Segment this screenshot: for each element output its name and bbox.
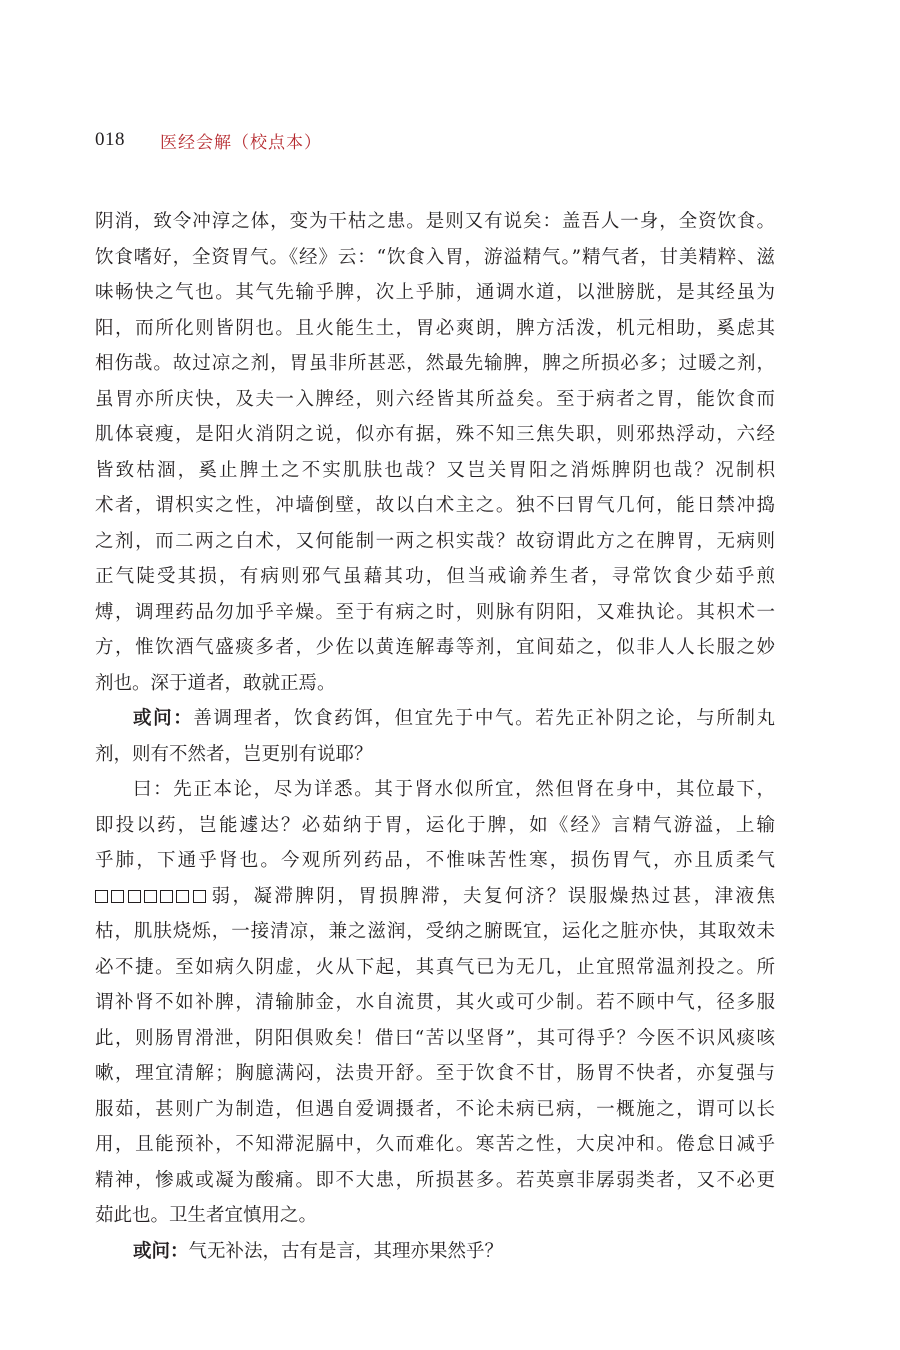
text-line: 正气陡受其损，有病则邪气虽藉其功，但当戒谕养生者，寻常饮食少茹乎煎 — [95, 566, 775, 587]
missing-char-box — [144, 890, 157, 903]
text-line: 虽胃亦所庆快，及夫一入脾经，则六经皆其所益矣。至于病者之胃，能饮食而 — [95, 388, 775, 410]
text-line: 剂，则有不然者，岂更别有说耶？ — [95, 743, 373, 765]
missing-char-box — [193, 890, 206, 903]
text-line: 谓补肾不如补脾，清输肺金，水自流贯，其火或可少制。若不顾中气，径多服 — [95, 992, 775, 1013]
paragraph-answer — [95, 772, 775, 1234]
book-title: 医经会解（校点本） — [160, 132, 322, 153]
line-text: 弱，凝滞脾阴，胃损脾滞，夫复何济？误服燥热过甚，津液焦 — [209, 885, 775, 907]
paragraph-question — [95, 1234, 775, 1270]
text-line: 味畅快之气也。其气先输乎脾，次上乎肺，通调水道，以泄膀胱，是其经虽为 — [95, 282, 775, 303]
page-number: 018 — [95, 129, 125, 150]
text-line — [95, 1234, 775, 1270]
missing-char-box — [176, 890, 189, 903]
question-label: 或问： — [133, 708, 194, 729]
text-line: 精神，惨戚或凝为酸痛。即不大患，所损甚多。若英禀非孱弱类者，又不必更 — [95, 1169, 775, 1191]
text-line: 方，惟饮酒气盛痰多者，少佐以黄连解毒等剂，宜间茹之，似非人人长服之妙 — [95, 637, 775, 658]
text-line: 煿，调理药品勿加乎辛燥。至于有病之时，则脉有阴阳，又难执论。其枳术一 — [95, 601, 775, 623]
text-line — [95, 879, 775, 915]
body-text — [95, 204, 775, 1269]
text-line: 术者，谓枳实之性，冲墙倒壁，故以白术主之。独不曰胃气几何，能日禁冲捣 — [95, 495, 775, 516]
running-header — [95, 126, 322, 154]
text-line: 饮食嗜好，全资胃气。《经》云：“饮食入胃，游溢精气。”精气者，甘美精粹、滋 — [95, 246, 775, 268]
text-line: 阳，而所化则皆阴也。且火能生土，胃必爽朗，脾方活泼，机元相助，奚虑其 — [95, 317, 775, 339]
text-line: 肌体衰瘦，是阳火消阴之说，似亦有据，殊不知三焦失职，则邪热浮动，六经 — [95, 424, 775, 445]
text-line: 相伤哉。故过凉之剂，胃虽非所甚恶，然最先输脾，脾之所损必多；过暖之剂， — [95, 353, 775, 374]
text-line — [95, 701, 775, 737]
text-line: 茹此也。卫生者宜慎用之。 — [95, 1205, 318, 1226]
text-line: 用，且能预补，不知滞泥膈中，久而难化。寒苦之性，大戾冲和。倦怠日减乎 — [95, 1134, 775, 1155]
question-label: 或问： — [133, 1240, 189, 1262]
text-line: 之剂，而二两之白术，又何能制一两之枳实哉？故窃谓此方之在脾胃，无病则 — [95, 530, 775, 552]
text-line: 必不捷。至如病久阴虚，火从下起，其真气已为无几，止宜照常温剂投之。所 — [95, 956, 775, 978]
text-line: 即投以药，岂能遽达？必茹纳于胃，运化于脾，如《经》言精气游溢，上输 — [95, 814, 775, 836]
text-line: 嗽，理宜清解；胸臆满闷，法贵开舒。至于饮食不甘，肠胃不快者，亦复强与 — [95, 1063, 775, 1084]
text-line: 剂也。深于道者，敢就正焉。 — [95, 672, 336, 694]
paragraph-continuation — [95, 204, 775, 701]
paragraph-question — [95, 701, 775, 772]
missing-char-box — [95, 890, 108, 903]
question-text: 气无补法，古有是言，其理亦果然乎？ — [188, 1240, 504, 1262]
missing-char-box — [111, 890, 124, 903]
missing-characters — [95, 886, 209, 907]
text-line: 皆致枯涸，奚止脾土之不实肌肤也哉？又岂关胃阳之消烁脾阴也哉？况制枳 — [95, 459, 775, 481]
text-line: 乎肺，下通乎肾也。今观所列药品，不惟味苦性寒，损伤胃气，亦且质柔气 — [95, 850, 775, 871]
text-line: 服茹，甚则广为制造，但遇自爱调摄者，不论未病已病，一概施之，谓可以长 — [95, 1098, 775, 1120]
text-line: 此，则肠胃滑泄，阴阳俱败矣！借曰“苦以坚肾”，其可得乎？今医不识风痰咳 — [95, 1027, 775, 1049]
text-line: 阴消，致令冲淳之体，变为干枯之患。是则又有说矣：盖吾人一身，全资饮食。 — [95, 211, 775, 232]
text-line: 曰：先正本论，尽为详悉。其于肾水似所宜，然但肾在身中，其位最下， — [133, 779, 775, 800]
text-line: 枯，肌肤烧烁，一接清凉，兼之滋润，受纳之腑既宜，运化之脏亦快，其取效未 — [95, 921, 775, 942]
question-text: 善调理者，饮食药饵，但宜先于中气。若先正补阴之论，与所制丸 — [193, 708, 775, 729]
missing-char-box — [160, 890, 173, 903]
missing-char-box — [128, 890, 141, 903]
